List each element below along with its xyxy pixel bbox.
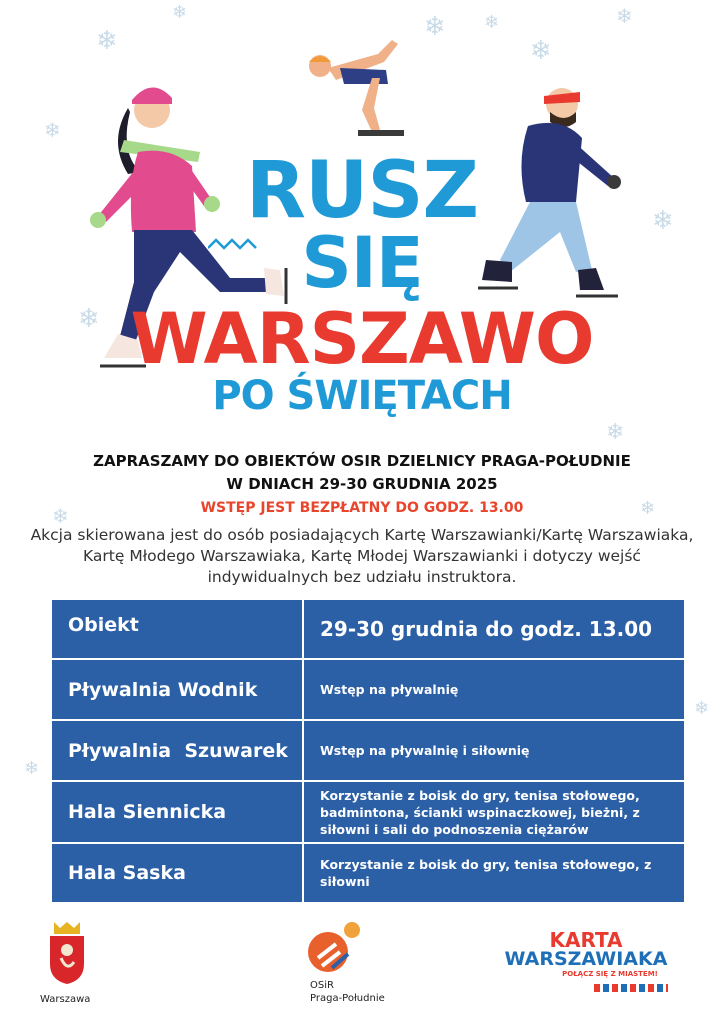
snowflake-icon: ❄ — [78, 304, 100, 334]
object-name: Hala Siennicka — [51, 781, 303, 843]
objects-table — [50, 598, 686, 904]
header-date: 29-30 grudnia do godz. 13.00 — [303, 599, 685, 659]
header-object: Obiekt — [51, 599, 303, 659]
object-offer: Korzystanie z boisk do gry, tenisa stołowego, badmintona, ścianki wspinaczkowej, bieżni, z siłowni i sali do podnoszenia ciężarów — [303, 781, 685, 843]
title-rusz: RUSZ — [245, 146, 479, 236]
free-entry-notice: WSTĘP JEST BEZPŁATNY DO GODZ. 13.00 — [200, 500, 524, 516]
object-offer: Korzystanie z boisk do gry, tenisa stołowego, z siłowni — [303, 843, 685, 903]
snowflake-icon: ❄ — [606, 420, 625, 445]
snowflake-icon: ❄ — [530, 36, 552, 66]
object-name: Pływalnia Wodnik — [51, 659, 303, 720]
swimmer-illustration — [300, 28, 410, 140]
karta-tagline: POŁĄCZ SIĘ Z MIASTEM! — [562, 970, 658, 978]
warszawa-label: Warszawa — [40, 994, 91, 1005]
snowflake-icon: ❄ — [52, 504, 69, 528]
karta-title-line1: KARTA — [549, 928, 623, 952]
snowflake-icon: ❄ — [694, 698, 710, 719]
title-sie: SIĘ — [301, 222, 423, 304]
object-name: Pływalnia Szuwarek — [51, 720, 303, 781]
object-offer: Wstęp na pływalnię i siłownię — [303, 720, 685, 781]
title-po-swietach: PO ŚWIĘTACH — [212, 373, 512, 419]
snowflake-icon: ❄ — [424, 12, 446, 42]
osir-label-line2: Praga-Południe — [310, 993, 385, 1004]
osir-logo-icon — [306, 920, 364, 976]
karta-icons-strip — [594, 984, 668, 992]
headline-line1: ZAPRASZAMY DO OBIEKTÓW OSIR DZIELNICY PRAGA-POŁUDNIE — [93, 452, 631, 470]
headline-line2: W DNIACH 29-30 GRUDNIA 2025 — [226, 475, 498, 493]
table-row — [51, 781, 685, 843]
snowflake-icon: ❄ — [652, 206, 674, 236]
description: Akcja skierowana jest do osób posiadających Kartę Warszawianki/Kartę Warszawiaka, Kartę Młodego Warszawiaka, Kartę Młodej Warszawianki i dotyczy wejść indywidualnych bez udziału instruktora. — [30, 526, 694, 586]
object-name: Hala Saska — [51, 843, 303, 903]
table-row — [51, 659, 685, 720]
table-row — [51, 843, 685, 903]
warszawa-crest-icon — [46, 920, 88, 986]
snowflake-icon: ❄ — [640, 498, 656, 519]
snowflake-icon: ❄ — [96, 26, 118, 56]
title-warszawo: WARSZAWO — [130, 298, 594, 380]
osir-label-line1: OSiR — [310, 980, 334, 991]
snowflake-icon: ❄ — [484, 12, 500, 33]
snowflake-icon: ❄ — [24, 758, 40, 779]
snowflake-icon: ❄ — [172, 2, 188, 23]
snowflake-icon: ❄ — [616, 4, 633, 28]
object-offer: Wstęp na pływalnię — [303, 659, 685, 720]
karta-title-line2: WARSZAWIAKA — [504, 948, 668, 970]
table-header-row — [51, 599, 685, 659]
table-row — [51, 720, 685, 781]
snowflake-icon: ❄ — [44, 118, 61, 142]
